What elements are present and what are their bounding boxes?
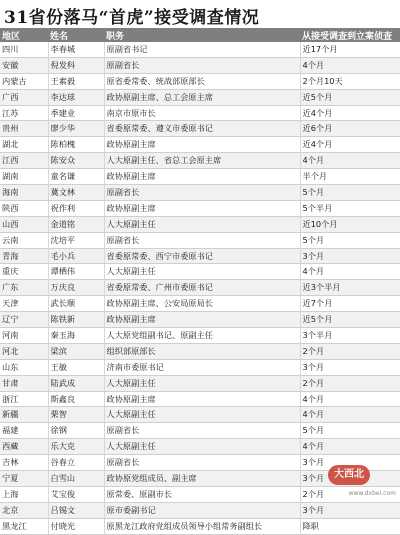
table-row [0,42,400,57]
cell-region: 甘肃 [0,375,48,391]
cell-time: 近17个月 [300,42,400,57]
cell-region: 山西 [0,216,48,232]
cell-position: 原省委常委、统战部原部长 [104,73,300,89]
cell-name: 谷春立 [48,455,104,471]
cell-name: 倪发科 [48,57,104,73]
cell-position: 人大原副主任 [104,407,300,423]
cell-region: 广西 [0,89,48,105]
cell-region: 海南 [0,185,48,201]
cell-position: 南京市原市长 [104,105,300,121]
cell-name: 陈安众 [48,153,104,169]
cell-name: 吕锡文 [48,502,104,518]
cell-position: 政协原副主席、公安局原局长 [104,296,300,312]
cell-time: 4个月 [300,439,400,455]
table-row [0,264,400,280]
cell-time: 近7个月 [300,296,400,312]
table-row [0,216,400,232]
page-title: 31省份落马“首虎”接受调查情况 [4,8,260,28]
cell-region: 广东 [0,280,48,296]
cell-name: 童名谦 [48,169,104,185]
table-row [0,153,400,169]
cell-region: 江西 [0,153,48,169]
header-name: 姓名 [48,28,104,42]
cell-region: 陕西 [0,200,48,216]
cell-region: 青海 [0,248,48,264]
table-row [0,486,400,502]
table-row [0,57,400,73]
cell-region: 云南 [0,232,48,248]
cell-time: 3个月 [300,502,400,518]
cell-position: 省委原常委、遵义市委原书记 [104,121,300,137]
header-region: 地区 [0,28,48,42]
cell-time: 近10个月 [300,216,400,232]
cell-time: 近5个月 [300,312,400,328]
table-row [0,296,400,312]
table-row [0,169,400,185]
cell-position: 政协原副主席 [104,137,300,153]
cell-time: 近6个月 [300,121,400,137]
cell-region: 湖北 [0,137,48,153]
cell-region: 天津 [0,296,48,312]
cell-position: 人大原副主任 [104,439,300,455]
cell-name: 梁滨 [48,343,104,359]
cell-time: 3个月 [300,248,400,264]
cell-time: 5个半月 [300,200,400,216]
cell-name: 斯鑫良 [48,391,104,407]
table-header-row [0,28,400,42]
cell-time: 近4个月 [300,105,400,121]
cell-position: 人大原副主任 [104,216,300,232]
cell-region: 安徽 [0,57,48,73]
cell-region: 河南 [0,328,48,344]
cell-time: 3个月 [300,359,400,375]
table-row [0,328,400,344]
cell-position: 人大原副主任、省总工会原主席 [104,153,300,169]
cell-time: 近4个月 [300,137,400,153]
cell-time: 2个月 [300,343,400,359]
cell-name: 乐大克 [48,439,104,455]
cell-position: 人大原党组副书记、原副主任 [104,328,300,344]
cell-name: 武长顺 [48,296,104,312]
cell-region: 西藏 [0,439,48,455]
cell-region: 新疆 [0,407,48,423]
cell-time: 降职 [300,518,400,534]
table-row [0,89,400,105]
cell-region: 黑龙江 [0,518,48,534]
cell-time: 5个月 [300,185,400,201]
table-row [0,502,400,518]
table-row [0,137,400,153]
table-row [0,359,400,375]
table-row [0,121,400,137]
cell-position: 政协原党组成员、副主席 [104,471,300,487]
cell-region: 内蒙古 [0,73,48,89]
cell-position: 原常委、原副市长 [104,486,300,502]
cell-name: 王敏 [48,359,104,375]
cell-position: 政协原副主席、总工会原主席 [104,89,300,105]
cell-name: 李春城 [48,42,104,57]
cell-position: 原市委副书记 [104,502,300,518]
cell-position: 人大原副主任 [104,264,300,280]
table-row [0,200,400,216]
cell-time: 半个月 [300,169,400,185]
cell-time: 4个月 [300,407,400,423]
cell-time: 4个月 [300,57,400,73]
cell-position: 人大原副主任 [104,375,300,391]
header-time: 从接受调查到立案侦查 [300,28,400,42]
table-row [0,391,400,407]
table-row [0,105,400,121]
table-row [0,73,400,89]
cell-position: 政协原副主席 [104,391,300,407]
table-row [0,375,400,391]
cell-position: 政协原副主席 [104,312,300,328]
cell-region: 河北 [0,343,48,359]
table-row [0,185,400,201]
cell-position: 政协原副主席 [104,169,300,185]
cell-position: 原副省长 [104,185,300,201]
cell-region: 江苏 [0,105,48,121]
cell-name: 陆武成 [48,375,104,391]
cell-region: 上海 [0,486,48,502]
cell-name: 王素毅 [48,73,104,89]
investigation-table [0,28,400,535]
cell-position: 原副省长 [104,455,300,471]
cell-position: 政协原副主席 [104,200,300,216]
cell-region: 吉林 [0,455,48,471]
table-row [0,312,400,328]
cell-region: 浙江 [0,391,48,407]
cell-name: 万庆良 [48,280,104,296]
cell-position: 济南市委原书记 [104,359,300,375]
cell-time: 3个月 [300,455,400,471]
cell-name: 付晓光 [48,518,104,534]
cell-name: 沈培平 [48,232,104,248]
cell-position: 原黑龙江政府党组成员领导小组常务副组长 [104,518,300,534]
cell-region: 辽宁 [0,312,48,328]
cell-region: 山东 [0,359,48,375]
cell-name: 冀文林 [48,185,104,201]
cell-name: 毛小兵 [48,248,104,264]
cell-region: 贵州 [0,121,48,137]
cell-name: 艾宝俊 [48,486,104,502]
cell-name: 秦玉海 [48,328,104,344]
cell-position: 省委原常委、西宁市委原书记 [104,248,300,264]
cell-position: 原副省书记 [104,42,300,57]
cell-position: 省委原常委、广州市委原书记 [104,280,300,296]
cell-name: 陈柏槐 [48,137,104,153]
cell-time: 近5个月 [300,89,400,105]
cell-time: 5个月 [300,232,400,248]
cell-time: 4个月 [300,391,400,407]
cell-position: 原副省长 [104,232,300,248]
cell-name: 祝作利 [48,200,104,216]
cell-name: 陈铁新 [48,312,104,328]
cell-name: 徐钢 [48,423,104,439]
cell-time: 3个半月 [300,328,400,344]
header-position: 职务 [104,28,300,42]
cell-region: 湖南 [0,169,48,185]
cell-region: 重庆 [0,264,48,280]
cell-region: 四川 [0,42,48,57]
table-row [0,248,400,264]
table-row [0,423,400,439]
cell-time: 4个月 [300,264,400,280]
table-row [0,280,400,296]
cell-time: 2个月 [300,375,400,391]
table-row [0,343,400,359]
table-row [0,407,400,423]
cell-name: 谭栖伟 [48,264,104,280]
table-row [0,518,400,534]
cell-time: 3个月 [300,471,400,487]
cell-position: 原副省长 [104,423,300,439]
cell-time: 2个月 [300,486,400,502]
cell-time: 4个月 [300,153,400,169]
cell-name: 金道铭 [48,216,104,232]
cell-name: 季建业 [48,105,104,121]
table-row [0,439,400,455]
cell-name: 白雪山 [48,471,104,487]
cell-position: 组织部原部长 [104,343,300,359]
cell-position: 原副省长 [104,57,300,73]
cell-name: 李达球 [48,89,104,105]
cell-region: 福建 [0,423,48,439]
table-row [0,232,400,248]
cell-time: 近3个半月 [300,280,400,296]
cell-name: 栗智 [48,407,104,423]
cell-time: 5个月 [300,423,400,439]
cell-time: 2个月10天 [300,73,400,89]
cell-name: 廖少华 [48,121,104,137]
source-url: www.dxbei.com [348,490,396,497]
cell-region: 北京 [0,502,48,518]
site-logo: 大西北 [328,465,370,485]
cell-region: 宁夏 [0,471,48,487]
